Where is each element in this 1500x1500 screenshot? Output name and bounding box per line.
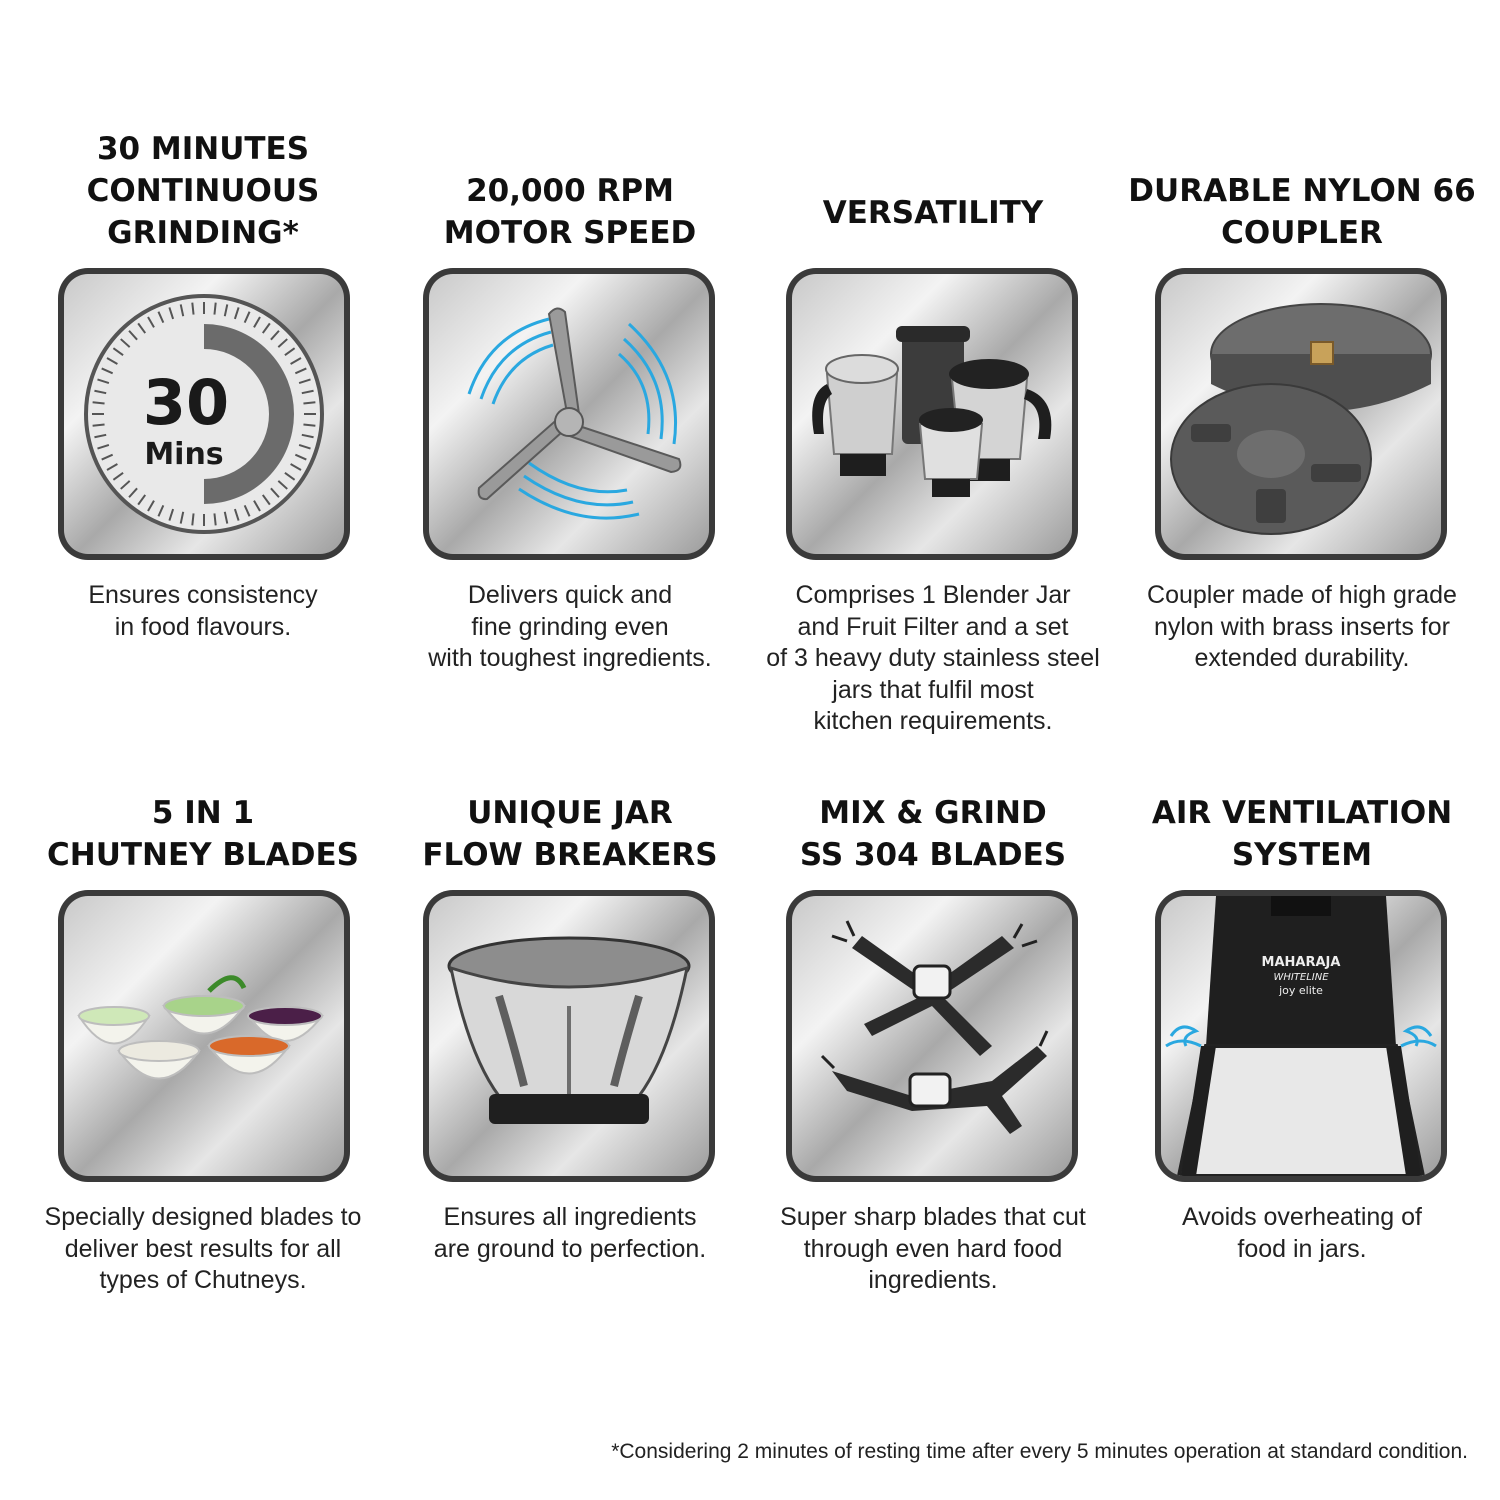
timer-tick [303, 424, 315, 425]
feature-tile [423, 268, 715, 560]
timer-number: 30 [142, 366, 230, 439]
timer-tick [303, 402, 315, 403]
feature-title: MIX & GRIND SS 304 BLADES [799, 795, 1067, 873]
feature-description: Coupler made of high grade nylon with brass inserts for extended durability. [1147, 581, 1457, 672]
feature-title: AIR VENTILATION SYSTEM [1151, 795, 1453, 873]
model-name: joy elite [1279, 984, 1323, 997]
jar-flow-breaker-icon [429, 896, 709, 1176]
coupler-icon [1161, 274, 1441, 554]
feature-description: Ensures all ingredients are ground to perfection. [433, 1203, 707, 1263]
feature-tile [1155, 268, 1447, 560]
jar-set-icon [792, 274, 1072, 554]
feature-title: DURABLE NYLON 66 COUPLER [1128, 173, 1476, 251]
feature-tile [786, 890, 1078, 1182]
timer-tick [214, 513, 215, 525]
timer-unit: Mins [144, 437, 224, 472]
feature-tile [423, 890, 715, 1182]
footnote: *Considering 2 minutes of resting time after every 5 minutes operation at standard condition. [611, 1440, 1468, 1463]
air-ventilation-icon [1161, 896, 1441, 1176]
timer-tick [93, 402, 105, 403]
feature-description: Avoids overheating of food in jars. [1182, 1203, 1422, 1263]
feature-title: 30 MINUTES CONTINUOUS GRINDING* [86, 131, 320, 251]
timer-tick [214, 303, 215, 315]
feature-description: Specially designed blades to deliver best results for all types of Chutneys. [44, 1203, 362, 1294]
feature-description: Comprises 1 Blender Jar and Fruit Filter and a set of 3 heavy duty stainless steel jars that fulfil most kitchen requirements. [766, 581, 1100, 735]
feature-title: VERSATILITY [822, 195, 1044, 231]
feature-tile [58, 268, 350, 560]
feature-tile [58, 890, 350, 1182]
feature-tile [786, 268, 1078, 560]
feature-description: Delivers quick and fine grinding even with toughest ingredients. [428, 581, 712, 672]
brand-name: MAHARAJA [1261, 955, 1341, 970]
feature-tile [1155, 890, 1447, 1182]
feature-description: Ensures consistency in food flavours. [88, 581, 318, 641]
timer-tick [192, 303, 193, 315]
feature-title: 20,000 RPM MOTOR SPEED [443, 173, 697, 251]
timer-tick [93, 424, 105, 425]
feature-title: UNIQUE JAR FLOW BREAKERS [422, 795, 718, 873]
chutney-bowls-icon [64, 896, 344, 1176]
feature-title: 5 IN 1 CHUTNEY BLADES [47, 795, 359, 873]
timer-tick [192, 513, 193, 525]
brand-sub: WHITELINE [1273, 972, 1329, 983]
sharp-blades-icon [792, 896, 1072, 1176]
feature-description: Super sharp blades that cut through even hard food ingredients. [780, 1203, 1086, 1294]
spinning-blade-icon [429, 274, 709, 554]
timer-icon [64, 274, 344, 554]
